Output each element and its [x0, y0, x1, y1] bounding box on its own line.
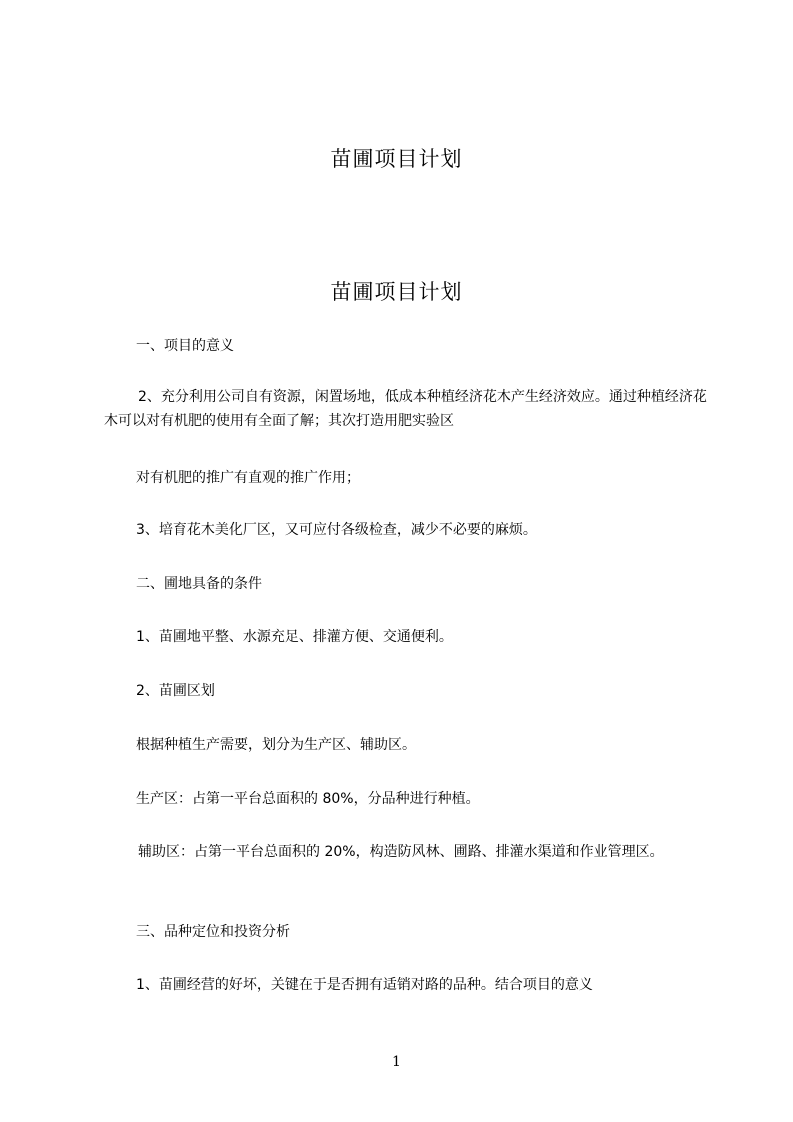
- section-1-item-3: 3、培育花木美化厂区，又可应付各级检查，减少不必要的麻烦。: [136, 522, 537, 538]
- section-2-item-2: 2、苗圃区划: [136, 683, 215, 699]
- section-3-heading: 三、品种定位和投资分析: [136, 924, 290, 940]
- section-2-auxiliary-area: 辅助区：占第一平台总面积的 20%，构造防风林、圃路、排灌水渠道和作业管理区。: [138, 844, 664, 860]
- section-2-item-1: 1、苗圃地平整、水源充足、排灌方便、交通便利。: [136, 629, 453, 645]
- cover-title: 苗圃项目计划: [330, 147, 463, 171]
- section-2-plan: 根据种植生产需要，划分为生产区、辅助区。: [136, 737, 416, 753]
- page-number: 1: [392, 1054, 401, 1070]
- section-2-heading: 二、圃地具备的条件: [136, 576, 262, 592]
- heading-title: 苗圃项目计划: [330, 280, 463, 304]
- section-2-production-area: 生产区：占第一平台总面积的 80%，分品种进行种植。: [136, 791, 480, 807]
- section-3-item-1: 1、苗圃经营的好坏，关键在于是否拥有适销对路的品种。结合项目的意义: [136, 977, 593, 993]
- section-1-item-2-continued: 对有机肥的推广有直观的推广作用；: [136, 470, 360, 486]
- section-1-heading: 一、项目的意义: [136, 338, 234, 354]
- section-1-item-2: 2、充分利用公司自有资源，闲置场地，低成本种植经济花木产生经济效应。通过种植经济花木可以对有机肥的使用有全面了解；其次打造用肥实验区: [104, 389, 707, 429]
